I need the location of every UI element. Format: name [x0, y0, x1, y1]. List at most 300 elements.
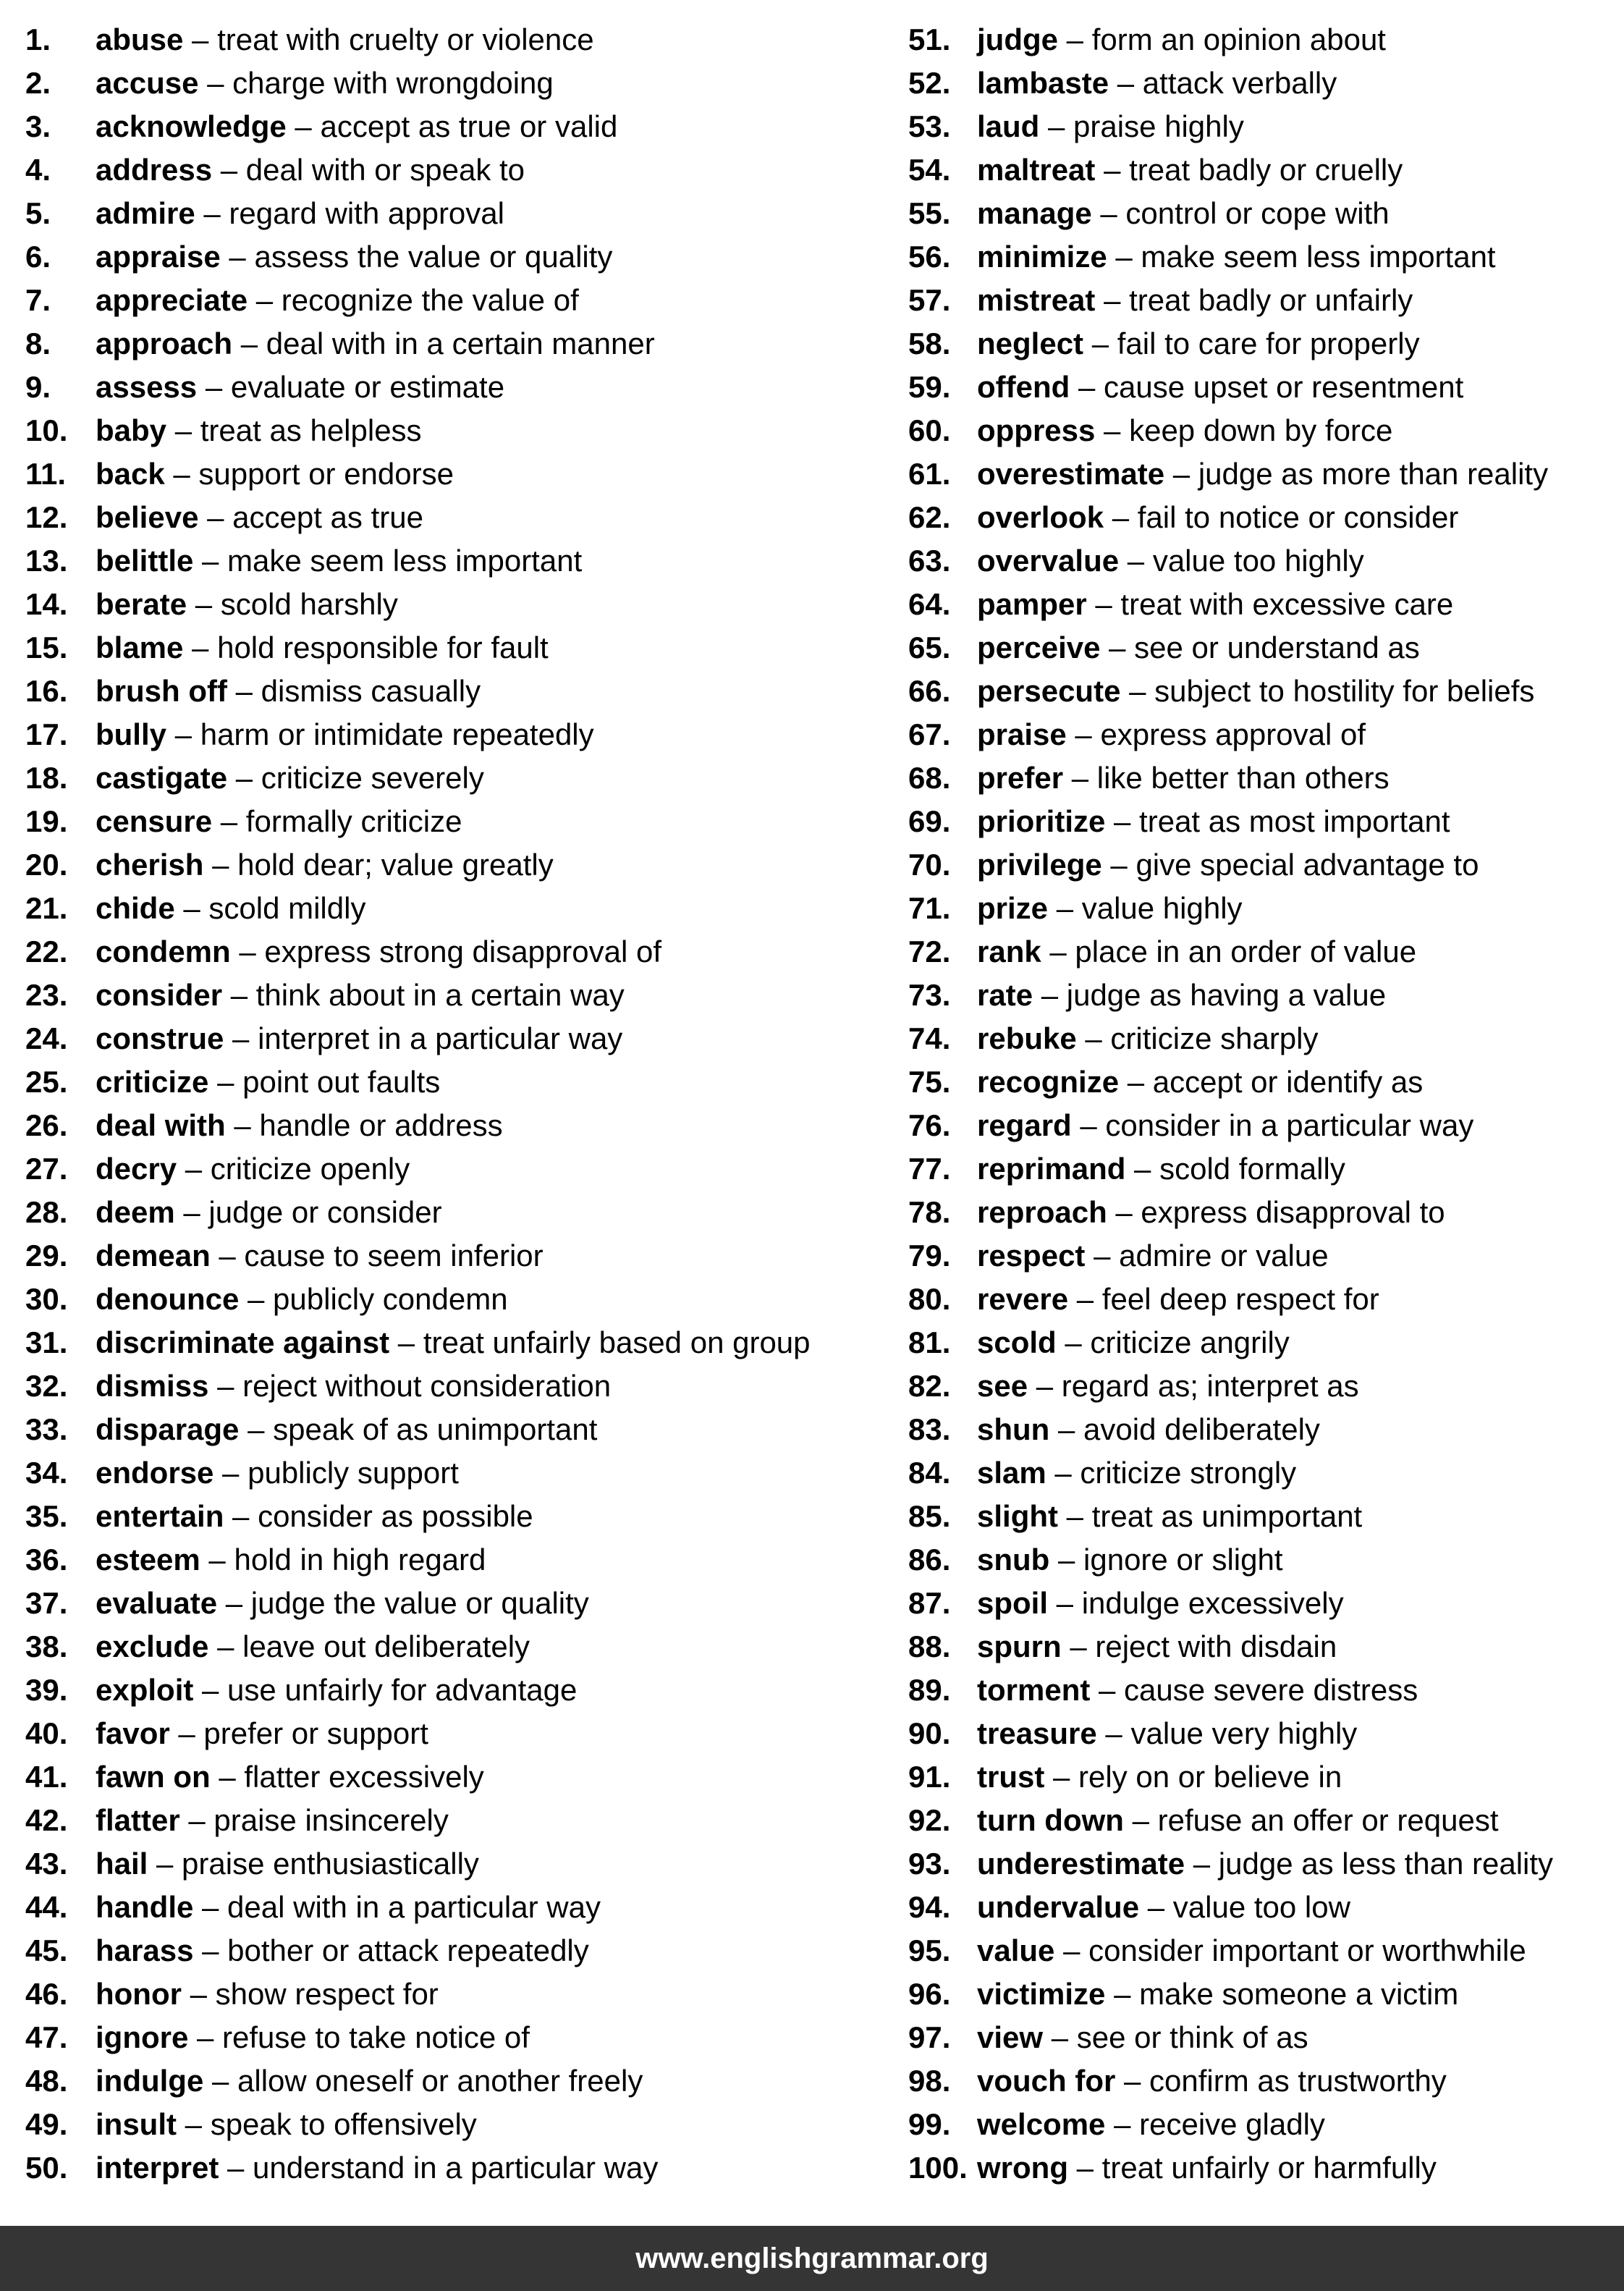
item-number: 78. [908, 1195, 951, 1229]
item-number: 66. [908, 674, 951, 708]
list-item [25, 1886, 879, 1929]
item-number: 47. [25, 2020, 68, 2054]
item-term: slam [977, 1456, 1046, 1490]
item-definition: – express strong disapproval of [230, 934, 662, 969]
item-term: victimize [977, 1977, 1106, 2011]
list-item [25, 366, 879, 409]
item-text [977, 1799, 1499, 1842]
item-number: 14. [25, 587, 68, 621]
item-definition: – treat badly or cruelly [1095, 153, 1403, 187]
item-number: 36. [25, 1543, 68, 1577]
item-number: 92. [908, 1803, 951, 1837]
item-term: back [96, 457, 165, 491]
item-text [977, 1582, 1344, 1625]
item-term: see [977, 1369, 1028, 1403]
item-term: demean [96, 1239, 211, 1273]
list-item [25, 1191, 879, 1234]
item-definition: – hold dear; value greatly [203, 848, 554, 882]
item-term: judge [977, 22, 1058, 56]
item-term: offend [977, 370, 1070, 404]
item-number: 93. [908, 1847, 951, 1881]
item-term: harass [96, 1933, 194, 1967]
item-text [977, 235, 1496, 279]
item-number: 12. [25, 500, 68, 534]
item-term: mistreat [977, 283, 1096, 317]
item-term: dismiss [96, 1369, 209, 1403]
item-term: admire [96, 196, 195, 230]
item-number: 39. [25, 1673, 68, 1707]
item-term: evaluate [96, 1586, 218, 1620]
item-text [96, 1364, 611, 1408]
item-text [96, 1495, 533, 1538]
list-item [908, 105, 1617, 148]
item-number: 53. [908, 109, 951, 143]
item-definition: – deal with or speak to [212, 153, 525, 187]
item-term: welcome [977, 2107, 1106, 2141]
item-definition: – assess the value or quality [220, 240, 613, 274]
footer-url: www.englishgrammar.org [635, 2242, 989, 2274]
item-term: overlook [977, 500, 1104, 534]
item-definition: – avoid deliberately [1049, 1412, 1320, 1446]
item-definition: – prefer or support [169, 1716, 428, 1750]
list-item [908, 1929, 1617, 1973]
item-number: 8. [25, 326, 51, 360]
item-text [96, 409, 422, 452]
item-text [96, 496, 423, 539]
item-term: assess [96, 370, 198, 404]
item-number: 4. [25, 153, 51, 187]
item-number: 24. [25, 1021, 68, 1055]
item-number: 15. [25, 630, 68, 664]
item-definition: – leave out deliberately [208, 1629, 530, 1663]
item-term: prefer [977, 761, 1064, 795]
list-item [908, 1625, 1617, 1668]
item-term: rate [977, 978, 1033, 1012]
item-definition: – accept or identify as [1119, 1065, 1424, 1099]
item-term: believe [96, 500, 199, 534]
item-number: 95. [908, 1933, 951, 1967]
item-number: 51. [908, 22, 951, 56]
list-item [908, 1495, 1617, 1538]
item-term: oppress [977, 413, 1096, 447]
item-definition: – scold harshly [187, 587, 398, 621]
item-definition: – scold formally [1125, 1152, 1345, 1186]
item-term: discriminate against [96, 1325, 390, 1359]
item-number: 49. [25, 2107, 68, 2141]
item-text [977, 496, 1458, 539]
item-number: 3. [25, 109, 51, 143]
item-definition: – formally criticize [212, 804, 462, 838]
item-number: 31. [25, 1325, 68, 1359]
item-text [96, 2059, 643, 2103]
item-definition: – treat with excessive care [1086, 587, 1454, 621]
list-item [908, 279, 1617, 322]
item-term: denounce [96, 1282, 240, 1316]
item-text [977, 1364, 1359, 1408]
item-term: perceive [977, 630, 1101, 664]
item-term: undervalue [977, 1890, 1140, 1924]
item-text [977, 843, 1479, 887]
item-definition: – praise highly [1039, 109, 1244, 143]
item-number: 71. [908, 891, 951, 925]
list-item [25, 1625, 879, 1668]
item-text [977, 1234, 1329, 1278]
item-definition: – regard with approval [195, 196, 504, 230]
item-definition: – criticize strongly [1046, 1456, 1297, 1490]
item-text [977, 1886, 1350, 1929]
item-text [96, 1104, 503, 1147]
list-item [908, 1799, 1617, 1842]
item-definition: – make seem less important [1107, 240, 1496, 274]
item-number: 34. [25, 1456, 68, 1490]
item-number: 69. [908, 804, 951, 838]
item-number: 48. [25, 2064, 68, 2098]
item-term: trust [977, 1760, 1045, 1794]
item-term: turn down [977, 1803, 1124, 1837]
item-definition: – think about in a certain way [222, 978, 625, 1012]
item-definition: – speak of as unimportant [239, 1412, 598, 1446]
item-term: recognize [977, 1065, 1120, 1099]
item-term: appreciate [96, 283, 248, 317]
item-number: 21. [25, 891, 68, 925]
item-definition: – evaluate or estimate [197, 370, 505, 404]
list-item [25, 18, 879, 62]
item-term: accuse [96, 66, 199, 100]
list-item [25, 1451, 879, 1495]
list-item [908, 2059, 1617, 2103]
item-term: condemn [96, 934, 231, 969]
item-text [977, 1017, 1319, 1060]
list-item [908, 670, 1617, 713]
item-term: torment [977, 1673, 1091, 1707]
list-item [908, 1842, 1617, 1886]
item-text [96, 1147, 410, 1191]
item-definition: – rely on or believe in [1044, 1760, 1342, 1794]
item-term: overvalue [977, 544, 1120, 578]
item-term: value [977, 1933, 1055, 1967]
item-number: 85. [908, 1499, 951, 1533]
item-number: 20. [25, 848, 68, 882]
list-item [25, 279, 879, 322]
item-text [977, 800, 1450, 843]
item-definition: – criticize angrily [1056, 1325, 1290, 1359]
item-text [96, 452, 454, 496]
item-term: favor [96, 1716, 170, 1750]
item-number: 43. [25, 1847, 68, 1881]
item-definition: – praise insincerely [179, 1803, 449, 1837]
item-term: respect [977, 1239, 1086, 1273]
item-text [977, 105, 1244, 148]
item-text [977, 409, 1392, 452]
item-term: prioritize [977, 804, 1106, 838]
left-word-list [25, 18, 879, 2190]
item-text [96, 1538, 486, 1582]
list-item [25, 409, 879, 452]
list-item [25, 800, 879, 843]
item-term: treasure [977, 1716, 1097, 1750]
item-term: reprimand [977, 1152, 1126, 1186]
item-definition: – confirm as trustworthy [1115, 2064, 1447, 2098]
list-item [908, 1973, 1617, 2016]
item-text [96, 626, 549, 670]
list-item [908, 756, 1617, 800]
item-term: rank [977, 934, 1041, 969]
item-number: 13. [25, 544, 68, 578]
item-number: 87. [908, 1586, 951, 1620]
list-item [908, 1060, 1617, 1104]
item-number: 81. [908, 1325, 951, 1359]
item-definition: – treat as unimportant [1058, 1499, 1363, 1533]
item-text [977, 1408, 1320, 1451]
list-item [25, 974, 879, 1017]
item-text [977, 756, 1390, 800]
item-term: slight [977, 1499, 1058, 1533]
list-item [25, 1755, 879, 1799]
item-text [96, 62, 554, 105]
item-text [977, 1321, 1290, 1364]
item-text [96, 800, 462, 843]
item-term: consider [96, 978, 223, 1012]
item-text [96, 1582, 589, 1625]
item-number: 89. [908, 1673, 951, 1707]
item-definition: – indulge excessively [1048, 1586, 1344, 1620]
item-definition: – treat badly or unfairly [1095, 283, 1413, 317]
list-item [25, 1104, 879, 1147]
item-text [977, 539, 1364, 583]
item-term: praise [977, 717, 1067, 751]
item-term: castigate [96, 761, 228, 795]
item-definition: – value too highly [1119, 544, 1364, 578]
list-item [25, 1582, 879, 1625]
item-number: 76. [908, 1108, 951, 1142]
item-definition: – give special advantage to [1101, 848, 1479, 882]
item-term: vouch for [977, 2064, 1116, 2098]
item-definition: – publicly condemn [239, 1282, 508, 1316]
list-item [908, 1755, 1617, 1799]
item-definition: – consider as possible [224, 1499, 533, 1533]
item-definition: – subject to hostility for beliefs [1120, 674, 1535, 708]
item-term: insult [96, 2107, 177, 2141]
list-item [25, 1538, 879, 1582]
list-item [25, 148, 879, 192]
item-text [977, 626, 1420, 670]
item-definition: – understand in a particular way [219, 2151, 659, 2185]
item-number: 19. [25, 804, 68, 838]
item-text [977, 1973, 1458, 2016]
item-definition: – criticize severely [227, 761, 484, 795]
item-text [96, 1973, 439, 2016]
item-text [96, 1668, 577, 1712]
item-text [96, 1408, 597, 1451]
item-definition: – recognize the value of [248, 283, 579, 317]
item-number: 5. [25, 196, 51, 230]
item-definition: – refuse to take notice of [188, 2020, 530, 2054]
item-term: maltreat [977, 153, 1096, 187]
list-item [25, 713, 879, 756]
list-item [25, 192, 879, 235]
list-item [908, 1886, 1617, 1929]
item-term: wrong [977, 2151, 1068, 2185]
item-definition: – value very highly [1096, 1716, 1358, 1750]
item-term: brush off [96, 674, 227, 708]
list-item [25, 1278, 879, 1321]
item-term: bully [96, 717, 167, 751]
item-definition: – admire or value [1085, 1239, 1329, 1273]
item-text [96, 1451, 459, 1495]
list-item [908, 1278, 1617, 1321]
list-item [25, 887, 879, 930]
item-definition: – praise enthusiastically [148, 1847, 479, 1881]
item-definition: – bother or attack repeatedly [193, 1933, 589, 1967]
list-item [908, 1451, 1617, 1495]
item-term: snub [977, 1543, 1050, 1577]
item-term: indulge [96, 2064, 204, 2098]
item-definition: – value too low [1139, 1890, 1350, 1924]
item-text [96, 279, 579, 322]
item-term: spurn [977, 1629, 1062, 1663]
item-text [977, 1104, 1473, 1147]
item-text [96, 1842, 479, 1886]
item-definition: – show respect for [181, 1977, 439, 2011]
list-item [25, 1060, 879, 1104]
item-definition: – accept as true [198, 500, 423, 534]
item-term: deal with [96, 1108, 226, 1142]
item-number: 26. [25, 1108, 68, 1142]
item-term: criticize [96, 1065, 209, 1099]
list-item [908, 1104, 1617, 1147]
item-text [977, 1451, 1296, 1495]
item-text [96, 670, 481, 713]
item-number: 99. [908, 2107, 951, 2141]
item-definition: – fail to care for properly [1083, 326, 1420, 360]
item-number: 29. [25, 1239, 68, 1273]
item-definition: – publicly support [213, 1456, 459, 1490]
item-number: 84. [908, 1456, 951, 1490]
item-number: 97. [908, 2020, 951, 2054]
list-item [908, 1408, 1617, 1451]
item-text [977, 322, 1420, 366]
item-definition: – treat unfairly based on group [389, 1325, 811, 1359]
item-text [96, 1278, 508, 1321]
list-item [908, 366, 1617, 409]
item-text [977, 452, 1548, 496]
item-definition: – regard as; interpret as [1028, 1369, 1359, 1403]
item-definition: – dismiss casually [227, 674, 481, 708]
item-term: view [977, 2020, 1044, 2054]
item-text [96, 713, 594, 756]
item-term: neglect [977, 326, 1084, 360]
item-definition: – value highly [1048, 891, 1243, 925]
item-term: blame [96, 630, 184, 664]
item-text [96, 1886, 601, 1929]
item-definition: – support or endorse [164, 457, 454, 491]
list-item [908, 2103, 1617, 2146]
list-item [25, 1321, 879, 1364]
item-text [977, 713, 1366, 756]
item-definition: – deal with in a certain manner [232, 326, 655, 360]
item-number: 32. [25, 1369, 68, 1403]
list-item [25, 1408, 879, 1451]
item-number: 63. [908, 544, 951, 578]
item-definition: – treat as most important [1105, 804, 1450, 838]
list-item [908, 1234, 1617, 1278]
item-definition: – attack verbally [1109, 66, 1337, 100]
item-text [96, 843, 554, 887]
item-term: lambaste [977, 66, 1109, 100]
item-definition: – make seem less important [193, 544, 583, 578]
item-definition: – cause to seem inferior [210, 1239, 544, 1273]
item-term: berate [96, 587, 187, 621]
item-text [977, 1538, 1283, 1582]
list-item [25, 1973, 879, 2016]
item-text [96, 2146, 658, 2190]
item-text [977, 974, 1386, 1017]
item-text [96, 756, 484, 800]
item-term: baby [96, 413, 167, 447]
item-term: regard [977, 1108, 1072, 1142]
list-item [908, 713, 1617, 756]
item-number: 68. [908, 761, 951, 795]
item-number: 59. [908, 370, 951, 404]
item-definition: – point out faults [208, 1065, 441, 1099]
item-term: underestimate [977, 1847, 1185, 1881]
list-item [25, 2103, 879, 2146]
list-item [25, 1017, 879, 1060]
list-item [25, 756, 879, 800]
item-definition: – see or understand as [1100, 630, 1420, 664]
item-definition: – judge as less than reality [1185, 1847, 1554, 1881]
list-item [25, 496, 879, 539]
item-text [977, 887, 1243, 930]
item-definition: – criticize sharply [1076, 1021, 1319, 1055]
item-term: construe [96, 1021, 224, 1055]
list-item [25, 583, 879, 626]
item-number: 88. [908, 1629, 951, 1663]
item-number: 62. [908, 500, 951, 534]
item-number: 17. [25, 717, 68, 751]
item-term: approach [96, 326, 233, 360]
item-number: 27. [25, 1152, 68, 1186]
item-term: scold [977, 1325, 1057, 1359]
item-term: persecute [977, 674, 1121, 708]
item-term: abuse [96, 22, 184, 56]
item-text [96, 1060, 440, 1104]
item-number: 90. [908, 1716, 951, 1750]
item-text [977, 192, 1390, 235]
item-term: flatter [96, 1803, 180, 1837]
item-number: 79. [908, 1239, 951, 1273]
item-text [96, 105, 617, 148]
item-definition: – harm or intimidate repeatedly [166, 717, 594, 751]
item-term: hail [96, 1847, 148, 1881]
item-number: 57. [908, 283, 951, 317]
list-item [25, 626, 879, 670]
item-definition: – hold responsible for fault [183, 630, 549, 664]
item-term: privilege [977, 848, 1102, 882]
item-definition: – feel deep respect for [1068, 1282, 1379, 1316]
list-item [908, 452, 1617, 496]
item-definition: – see or think of as [1043, 2020, 1308, 2054]
list-item [25, 322, 879, 366]
item-text [96, 1191, 442, 1234]
item-text [977, 2103, 1325, 2146]
list-item [25, 1712, 879, 1755]
item-number: 30. [25, 1282, 68, 1316]
item-number: 86. [908, 1543, 951, 1577]
list-item [25, 2059, 879, 2103]
list-item [25, 843, 879, 887]
item-text [977, 2059, 1447, 2103]
